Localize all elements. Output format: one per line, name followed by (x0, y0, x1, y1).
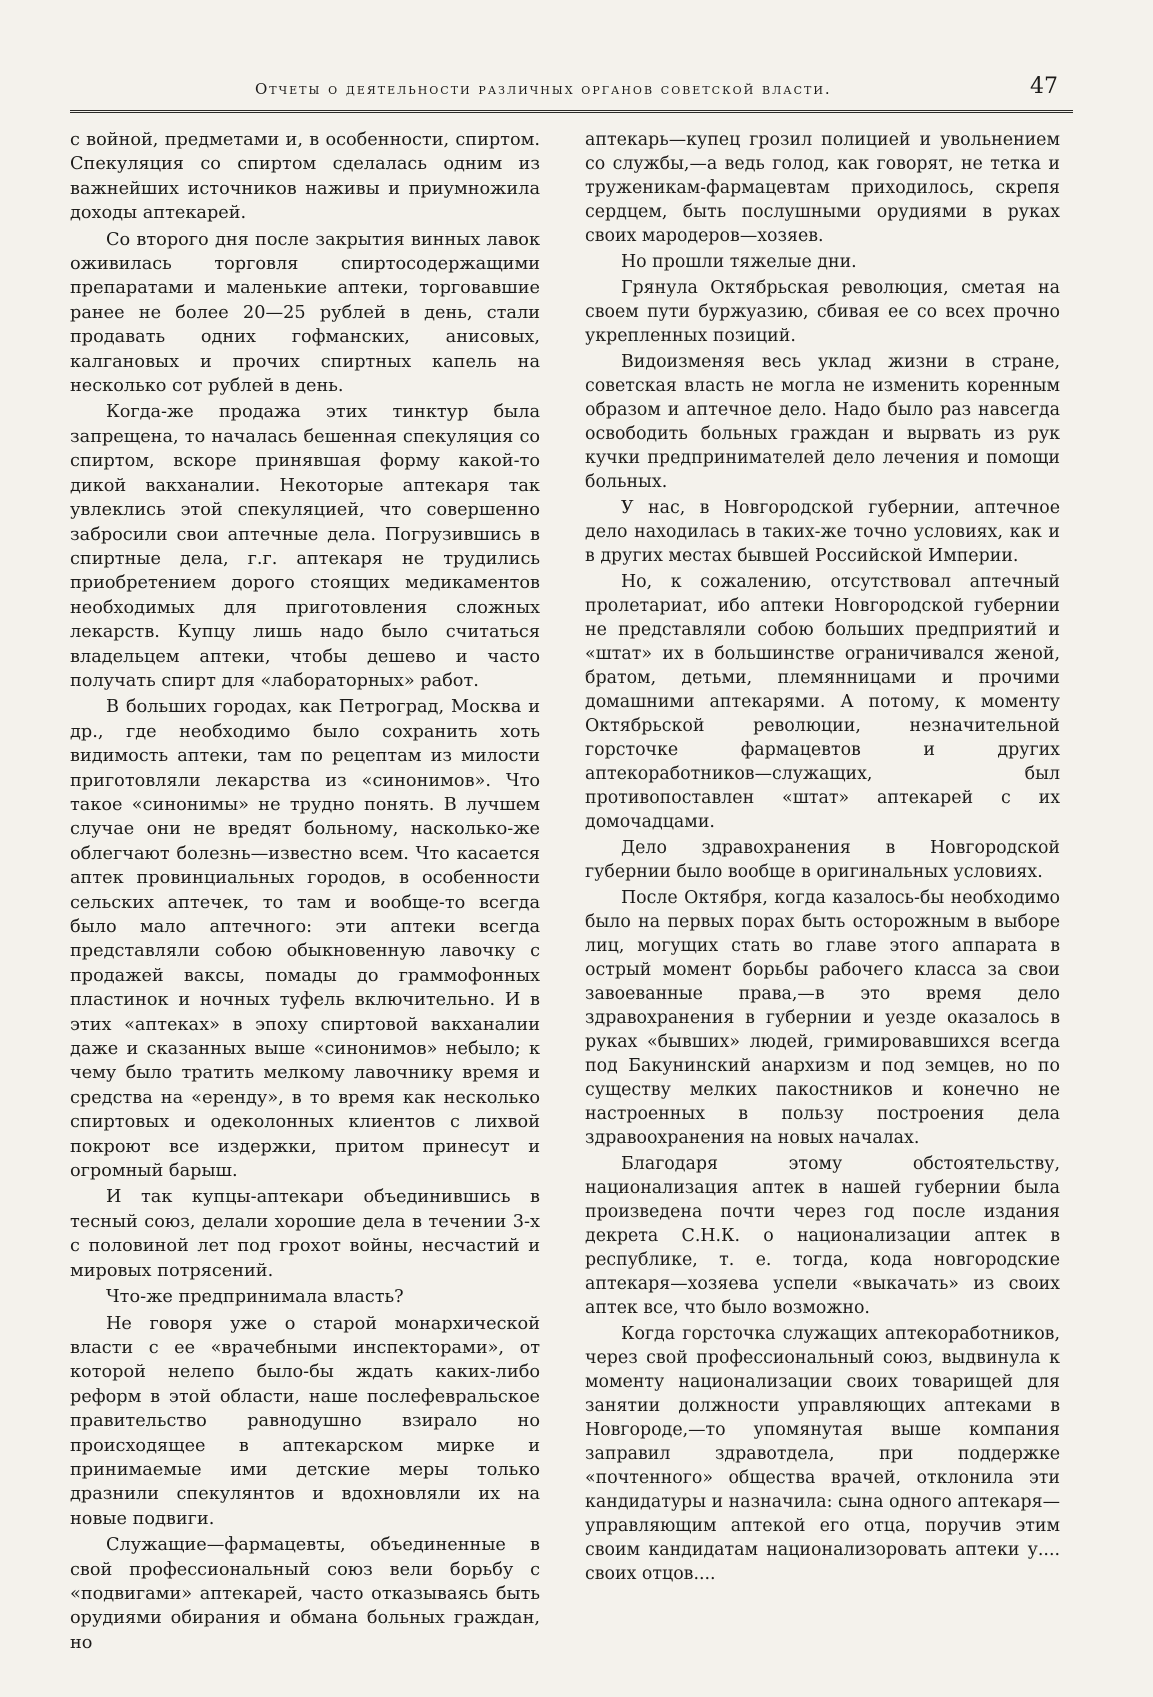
right-column (585, 128, 1060, 1586)
paragraph: У нас, в Новгородской губернии, аптечное дело находилась в таких-же точно условиях, как и в других местах бывшей Российской Империи. (585, 498, 1060, 566)
paragraph: Что-же предпринимала власть? (106, 1287, 404, 1308)
paragraph: Со второго дня после закрытия винных лавок оживилась торговля спиртосодержащими препаратами и маленькие аптеки, торговавшие ранее не более 20—25 рублей в день, стали продавать одних гофманских, анисовых, калгановых и прочих спиртных капель на несколько сот рублей в день. (70, 229, 540, 397)
paragraph: с войной, предметами и, в особенности, спиртом. Спекуляция со спиртом сделалась одним из важнейших источников наживы и приумножила доходы аптекарей. (70, 130, 540, 224)
paragraph: После Октября, когда казалось-бы необходимо было на первых порах быть осторожным в выборе лиц, могущих стать во главе этого аппарата в острый момент борьбы рабочего класса за свои завоеванные права,—в это время дело здравохранения в губернии и уезде оказалось в руках «бывших» людей, гримировавшихся всегда под Бакунинский анархизм и под земцев, но по существу мелких пакостников и конечно не настроенных в пользу построения дела здравоохранения на новых началах. (585, 888, 1060, 1148)
paragraph: Не говоря уже о старой монархической власти с ее «врачебными инспекторами», от которой нелепо было-бы ждать каких-либо реформ в этой области, наше послефевральское правительство равнодушно взирало но происходящее в аптекарском мирке и принимаемые ими детские меры только дразнили спекулянтов и вдохновляли их на новые подвиги. (70, 1313, 540, 1529)
paragraph: Благодаря этому обстоятельству, национализация аптек в нашей губернии была произведена почти через год после издания декрета С.Н.К. о национализации аптек в республике, т. е. тогда, кода новгородские аптекаря—хозяева успели «выкачать» из своих аптек все, что было возможно. (585, 1154, 1060, 1318)
page-header (70, 70, 1073, 110)
paragraph: Видоизменяя весь уклад жизни в стране, советская власть не могла не изменить коренным образом и аптечное дело. Надо было раз навсегда освободить больных граждан и вырвать из рук кучки предпринимателей дело лечения и помощи больных. (585, 352, 1060, 492)
paragraph: В больших городах, как Петроград, Москва и др., где необходимо было сохранить хоть видимость аптеки, там по рецептам из милости приготовляли лекарства из «синонимов». Что такое «синонимы» не трудно понять. В лучшем случае они не вредят больному, насколько-же облегчают болезнь—известно всем. Что касается аптек провинциальных городов, в особенности сельских аптечек, то там и вообще-то всегда было мало аптечного: эти аптеки всегда представляли собою обыкновенную лавочку с продажей ваксы, помады до граммофонных пластинок и ночных туфель включительно. И в этих «аптеках» в эпоху спиртовой вакханалии даже и сказанных выше «синонимов» небыло; к чему было тратить мелкому лавочнику время и средства на «еренду», в то время как несколько спиртовых и одеколонных клиентов с лихвой покроют все издержки, притом принесут и огромный барыш. (70, 697, 540, 1182)
paragraph: И так купцы-аптекари объединившись в тесный союз, делали хорошие дела в течении 3-х с половиной лет под грохот войны, несчастий и мировых потрясений. (70, 1187, 540, 1281)
left-column (70, 128, 540, 1655)
paragraph: Служащие—фармацевты, объединенные в свой профессиональный союз вели борьбу с «подвигами» аптекарей, часто отказываясь быть орудиями обирания и обмана больных граждан, но (70, 1535, 540, 1653)
paragraph: Дело здравохранения в Новгородской губернии было вообще в оригинальных условиях. (585, 838, 1060, 882)
paragraph: аптекарь—купец грозил полицией и увольнением со службы,—а ведь голод, как говорят, не тетка и труженикам-фармацевтам приходилось, скрепя сердцем, быть послушными орудиями в руках своих мародеров—хозяев. (585, 130, 1060, 246)
paragraph: Но, к сожалению, отсутствовал аптечный пролетариат, ибо аптеки Новгородской губернии не представляли собою больших предприятий и «штат» их в большинстве ограничивался женой, братом, детьми, племянницами и прочими домашними аптекарями. А потому, к моменту Октябрьской революции, незначительной горсточке фармацевтов и других аптекоработников—служащих, был противопоставлен «штат» аптекарей с их домочадцами. (585, 572, 1060, 832)
paragraph: Когда-же продажа этих тинктур была запрещена, то началась бешенная спекуляция со спиртом, вскоре принявшая форму какой-то дикой вакханалии. Некоторые аптекаря так увлеклись этой спекуляцией, что совершенно забросили свои аптечные дела. Погрузившись в спиртные дела, г.г. аптекаря не трудились приобретением дорого стоящих медикаментов необходимых для приготовления сложных лекарств. Купцу лишь надо было считаться владельцем аптеки, чтобы дешево и часто получать спирт для «лабораторных» работ. (70, 402, 540, 691)
paragraph: Когда горсточка служащих аптекоработников, через свой профессиональный союз, выдвинула к моменту национализации своих товарищей для занятии должности управляющих аптеками в Новгороде,—то упомянутая выше компания заправил здравотдела, при поддержке «почтенного» общества врачей, отклонила эти кандидатуры и назначила: сына одного аптекаря—управляющим аптекой его отца, поручив этим своим кандидатам национализоровать аптеки у.... своих отцов.... (585, 1324, 1060, 1584)
page-number: 47 (1030, 74, 1058, 99)
paragraph: Грянула Октябрьская революция, сметая на своем пути буржуазию, сбивая ее со всех прочно укрепленных позиций. (585, 278, 1060, 346)
running-title: Отчеты о деятельности различных органов советской власти. (255, 80, 832, 98)
paragraph: Но прошли тяжелые дни. (621, 252, 857, 272)
header-rule (70, 110, 1073, 113)
